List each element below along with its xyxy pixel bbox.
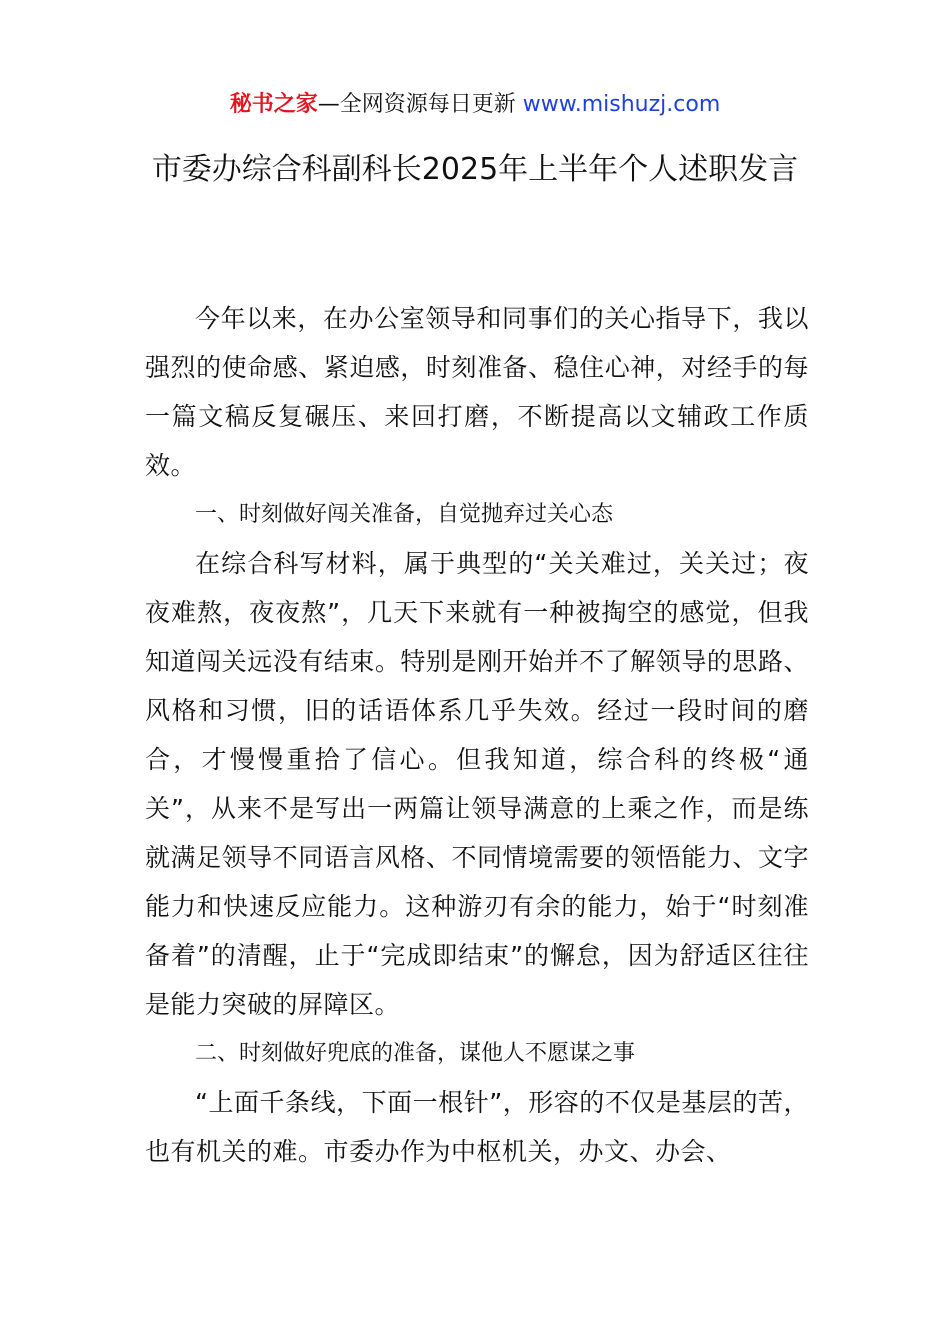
body-paragraph: 今年以来，在办公室领导和同事们的关心指导下，我以强烈的使命感、紧迫感，时刻准备、稳住心神，对经手的每一篇文稿反复碾压、来回打磨，不断提高以文辅政工作质效。 (145, 304, 809, 480)
body-paragraph: “上面千条线，下面一根针”，形容的不仅是基层的苦，也有机关的难。市委办作为中枢机关，办文、办会、 (145, 1088, 809, 1166)
section-heading: 一、时刻做好闯关准备，自觉抛弃过关心态 (195, 502, 614, 527)
site-brand: 秘书之家 (229, 92, 318, 117)
site-banner (0, 88, 950, 122)
section-heading: 二、时刻做好兜底的准备，谋他人不愿谋之事 (195, 1041, 636, 1066)
document-title: 市委办综合科副科长2025年上半年个人述职发言 (151, 152, 799, 187)
site-url-link[interactable]: www.mishuzj.com (522, 92, 721, 117)
document-body (145, 294, 809, 1176)
body-paragraph: 在综合科写材料，属于典型的“关关难过，关关过；夜夜难熬，夜夜熬”，几天下来就有一种被掏空的感觉，但我知道闯关远没有结束。特别是刚开始并不了解领导的思路、风格和习惯，旧的话语体系几乎失效。经过一段时间的磨合，才慢慢重拾了信心。但我知道，综合科的终极“通关”，从来不是写出一两篇让领导满意的上乘之作，而是练就满足领导不同语言风格、不同情境需要的领悟能力、文字能力和快速反应能力。这种游刃有余的能力，始于“时刻准备着”的清醒，止于“完成即结束”的懈怠，因为舒适区往往是能力突破的屏障区。 (145, 549, 809, 1019)
site-tagline: —全网资源每日更新 (317, 92, 523, 117)
